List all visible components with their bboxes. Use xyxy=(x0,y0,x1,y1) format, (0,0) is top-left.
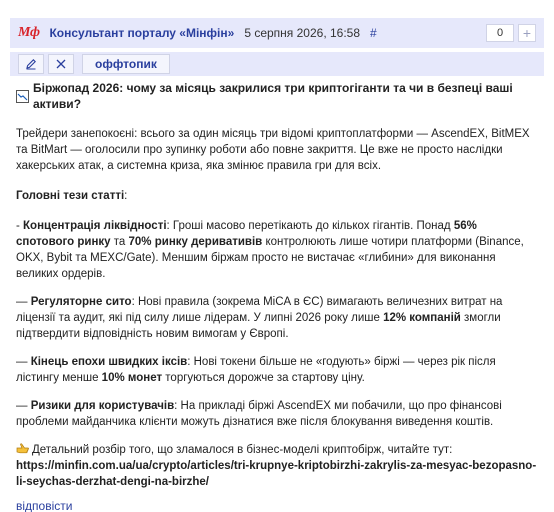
post-intro: Трейдери занепокоєні: всього за один місяць три відомі криптоплатформи — AscendEX, BitMEX та BitMart — оголосили про зупинку роботи або повне закриття. Це вже не просто наслідки хакерських атак, а системна криза, яка змінює правила гри для всіх. xyxy=(16,128,530,172)
permalink-hash[interactable]: # xyxy=(370,26,377,40)
reply-link[interactable]: відповісти xyxy=(16,499,73,512)
post-date: 5 серпня 2026, 16:58 xyxy=(244,26,361,40)
thesis-risks: — Ризики для користувачів: На прикладі біржі AscendEX ми побачили, що про фінансові проблеми майданчика клієнти можуть дізнатися вже після блокування виведення коштів. xyxy=(16,400,502,428)
post-title: Біржопад 2026: чому за місяць закрилися три криптогіганти та чи в безпеці ваші активи? xyxy=(33,81,513,111)
upvote-button[interactable]: + xyxy=(518,24,536,42)
delete-button[interactable] xyxy=(48,54,74,74)
post-body xyxy=(16,80,538,512)
post-title-row xyxy=(16,80,538,112)
chart-icon xyxy=(16,90,29,103)
article-link-row xyxy=(16,458,538,490)
post-header xyxy=(10,18,544,48)
edit-icon xyxy=(25,58,37,70)
read-more-text: Детальний розбір того, що зламалося в бізнес-моделі криптобірж, читайте тут: xyxy=(16,442,538,458)
offtopic-button[interactable]: оффтопик xyxy=(82,54,170,74)
minfin-logo[interactable]: Мф xyxy=(18,25,40,40)
pointing-hand-icon xyxy=(16,442,30,455)
thesis-regulation: — Регуляторне сито: Нові правила (зокрема MiCA в ЄС) вимагають величезних витрат на ліцензії та аудит, які під силу лише лідерам. У липні 2026 року лише 12% компаній змогли підтвердити відповідність новим вимогам у Європі. xyxy=(16,296,503,340)
close-icon xyxy=(55,58,67,70)
article-link[interactable]: https://minfin.com.ua/ua/crypto/articles/tri-krupnye-kriptobirzhi-zakrylis-za-mesyac-bezopasno-li-seychas-derzhat-dengi-na-birzhe/ xyxy=(16,460,537,488)
post-toolbar xyxy=(10,52,544,76)
thesis-liquidity: - Концентрація ліквідності: Гроші масово перетікають до кількох гігантів. Понад 56% спотового ринку та 70% ринку деривативів контролюють лише чотири платформи (Binance, OKX, Bybit та MEXC/Gate). Меншим біржам просто не вистачає «глибини» для виконання великих ордерів. xyxy=(16,220,524,280)
score-counter: 0 xyxy=(486,24,514,42)
edit-button[interactable] xyxy=(18,54,44,74)
theses-heading: Головні тези статті: xyxy=(16,190,128,202)
thesis-listings: — Кінець епохи швидких іксів: Нові токени більше не «годують» біржі — через рік після лістингу менше 10% монет торгуються дорожче за стартову ціну. xyxy=(16,356,496,384)
author-link[interactable]: Консультант порталу «Мінфін» xyxy=(49,26,235,40)
